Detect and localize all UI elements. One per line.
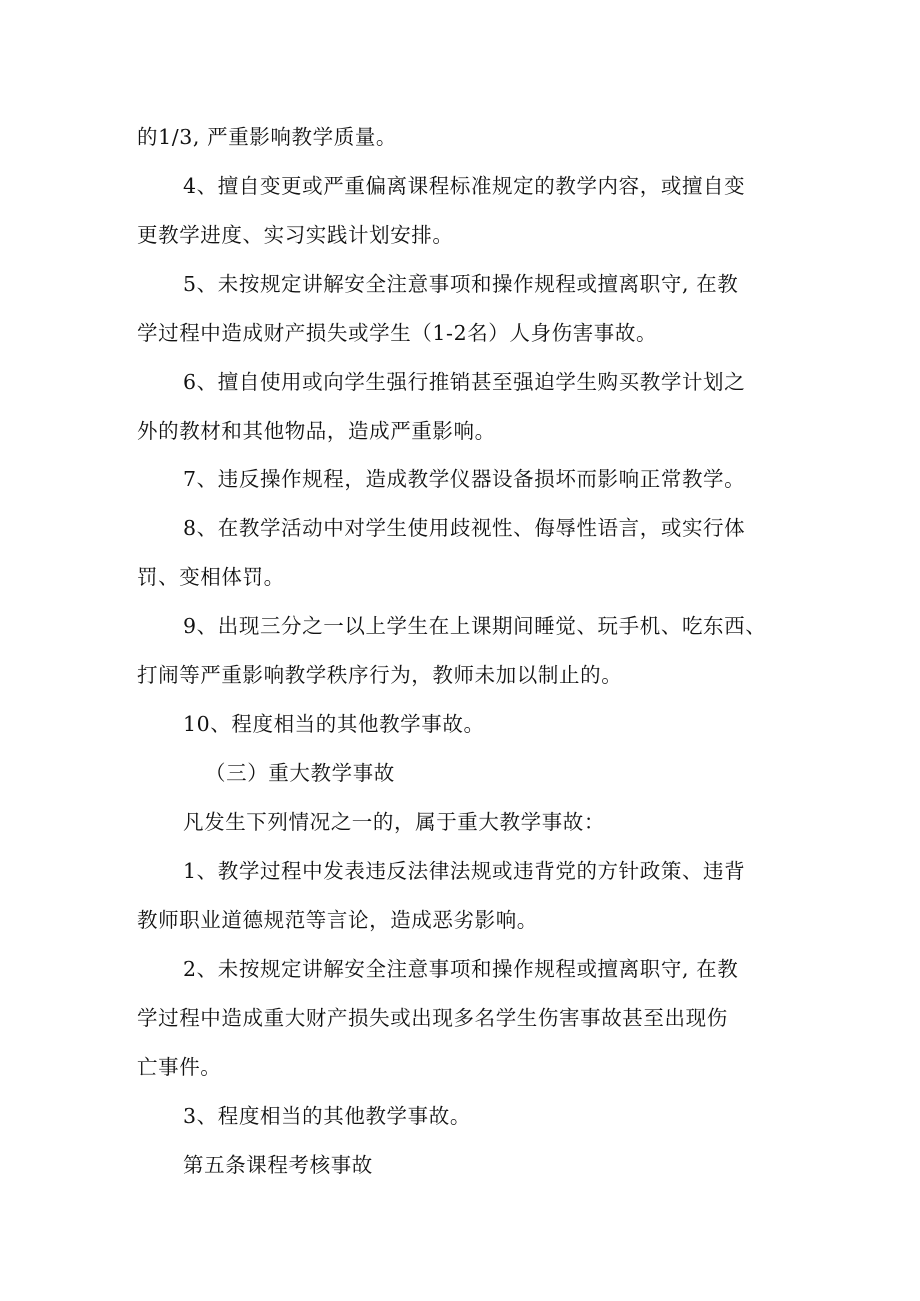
text-line: 3、程度相当的其他教学事故。 bbox=[183, 1104, 471, 1128]
text-line: 1、教学过程中发表违反法律法规或违背党的方针政策、违背 bbox=[183, 859, 746, 883]
section-heading: （三）重大教学事故 bbox=[205, 761, 395, 785]
text-line: 外的教材和其他物品，造成严重影响。 bbox=[137, 419, 496, 443]
text-line: 更教学进度、实习实践计划安排。 bbox=[137, 223, 454, 247]
text-line: 2、未按规定讲解安全注意事项和操作规程或擅离职守, 在教 bbox=[183, 957, 739, 981]
text-line: 打闹等严重影响教学秩序行为，教师未加以制止的。 bbox=[137, 663, 623, 687]
text-line: 的1/3, 严重影响教学质量。 bbox=[137, 125, 398, 149]
text-line: 教师职业道德规范等言论，造成恶劣影响。 bbox=[137, 908, 538, 932]
text-line: 6、擅自使用或向学生强行推销甚至强迫学生购买教学计划之 bbox=[183, 370, 746, 394]
text-line: 5、未按规定讲解安全注意事项和操作规程或擅离职守, 在教 bbox=[183, 272, 739, 296]
text-line: 8、在教学活动中对学生使用歧视性、侮辱性语言，或实行体 bbox=[183, 516, 746, 540]
text-line: 7、违反操作规程，造成教学仪器设备损坏而影响正常教学。 bbox=[183, 467, 746, 491]
text-line: 学过程中造成重大财产损失或出现多名学生伤害事故甚至出现伤 bbox=[137, 1006, 728, 1030]
text-line: 亡事件。 bbox=[137, 1055, 222, 1079]
text-line: 4、擅自变更或严重偏离课程标准规定的教学内容，或擅自变 bbox=[183, 174, 746, 198]
article-heading: 第五条课程考核事故 bbox=[183, 1153, 373, 1177]
text-line: 9、出现三分之一以上学生在上课期间睡觉、玩手机、吃东西、 bbox=[183, 614, 767, 638]
text-line: 学过程中造成财产损失或学生（1-2名）人身伤害事故。 bbox=[137, 321, 658, 345]
text-line: 罚、变相体罚。 bbox=[137, 565, 285, 589]
text-line: 10、程度相当的其他教学事故。 bbox=[183, 712, 485, 736]
text-line: 凡发生下列情况之一的，属于重大教学事故： bbox=[183, 810, 605, 834]
